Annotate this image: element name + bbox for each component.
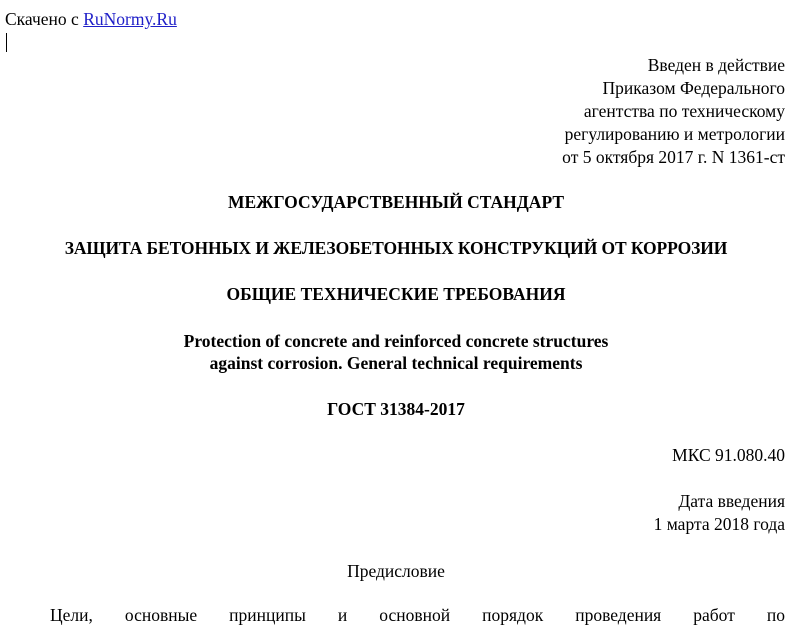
- source-link[interactable]: RuNormy.Ru: [83, 9, 177, 29]
- foreword-heading: Предисловие: [347, 561, 445, 581]
- approval-line-4: регулированию и метрологии: [564, 124, 785, 144]
- approval-line-1: Введен в действие: [647, 55, 785, 75]
- title-en-line-1: Protection of concrete and reinforced concrete structures: [183, 331, 609, 351]
- subtitle-ru: ОБЩИЕ ТЕХНИЧЕСКИЕ ТРЕБОВАНИЯ: [226, 284, 566, 304]
- title-en-line-2: against corrosion. General technical requirements: [209, 353, 583, 373]
- effective-date-label: Дата введения: [678, 491, 785, 511]
- source-prefix: Скачено с: [5, 9, 79, 29]
- standard-type-heading: МЕЖГОСУДАРСТВЕННЫЙ СТАНДАРТ: [227, 192, 565, 212]
- source-note: [5, 8, 177, 31]
- mks-code: МКС 91.080.40: [672, 445, 785, 465]
- approval-line-2: Приказом Федерального: [602, 78, 785, 98]
- foreword-paragraph: Цели, основные принципы и основной порядок проведения работ по: [50, 605, 785, 625]
- standard-code: ГОСТ 31384-2017: [327, 399, 465, 419]
- approval-line-3: агентства по техническому: [583, 101, 785, 121]
- text-caret: [6, 33, 7, 52]
- approval-block: [562, 54, 785, 169]
- effective-date: 1 марта 2018 года: [653, 514, 785, 534]
- title-ru: ЗАЩИТА БЕТОННЫХ И ЖЕЛЕЗОБЕТОННЫХ КОНСТРУКЦИЙ ОТ КОРРОЗИИ: [64, 238, 728, 258]
- approval-line-5: от 5 октября 2017 г. N 1361-ст: [562, 147, 785, 167]
